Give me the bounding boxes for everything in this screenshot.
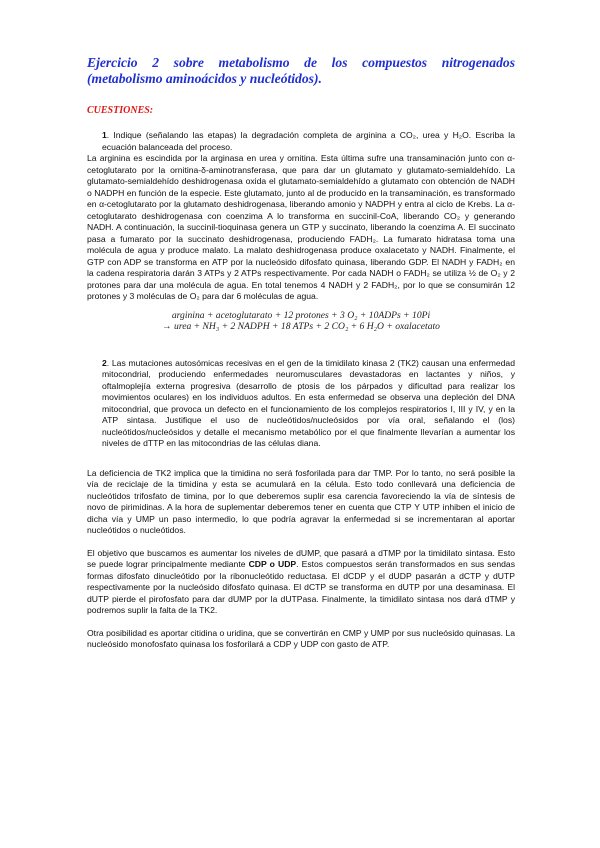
section-label: CUESTIONES: — [87, 105, 154, 116]
balanced-equation — [87, 310, 515, 332]
title-line-2: (metabolismo aminoácidos y nucleótidos). — [87, 71, 322, 86]
question-1 — [87, 130, 515, 153]
document-title — [87, 55, 515, 87]
question-2-number: 2 — [102, 357, 107, 368]
answer-2-paragraph-1: La deficiencia de TK2 implica que la timidina no será fosforilada para dar TMP. Por lo tanto, no será posible la vía de reciclaje de la timidina y esta se acumulará en la célula. Esto todo conllevará una deficiencia de nucleótidos trifosfato de timina, por lo que deberemos suplir esa carencia favoreciendo la vía de síntesis de novo de pirimidinas. A la hora de suplementar deberemos tener en cuenta que CTP Y UTP inhiben el inicio de dicha vía y UMP un paso intermedio, lo que podría agravar la enfermedad si se incrementaran al aportar nucleótidos o nucleótidos. — [87, 467, 515, 535]
question-2 — [87, 358, 515, 450]
document-page — [87, 55, 515, 651]
equation-line-1: arginina + acetoglutarato + 12 protones + 3 O₂ + 10ADPs + 10Pi — [171, 309, 431, 321]
answer-2-paragraph-2-end: . Estos compuestos serán transformados en sus sendas formas difosfato dinucleótido por la ribonucleótido reductasa. El dCDP y el dUDP pasarán a dCTP y dUTP respectivamente por la nucleósido difosfato quinasa. El dCTP se transforma en dUTP por una desaminasa. El dUTP pierde el pirofosfato para dar dUMP por la dUTPasa. Finalmente, la timidilato sintasa nos dará dTMP y podremos suplir la falta de la TK2. — [87, 559, 515, 615]
equation-line-2: → urea + NH₃ + 2 NADPH + 18 ATPs + 2 CO₂ + 6 H₂O + oxalacetato — [162, 320, 440, 332]
title-line-1: Ejercicio 2 sobre metabolismo de los compuestos nitrogenados — [87, 55, 515, 70]
answer-2-bold-compounds: CDP o UDP — [248, 559, 297, 569]
answer-2-paragraph-3: Otra posibilidad es aportar citidina o uridina, que se convertirán en CMP y UMP por sus nucleósido quinasas. La nucleósido monofosfato quinasa los fosforilará a CDP y UDP con gasto de ATP. — [87, 627, 515, 649]
question-2-text: . Las mutaciones autosómicas recesivas en el gen de la timidilato kinasa 2 (TK2) causan una enfermedad mitocondrial, produciendo enfermedades neuromusculares devastadoras en lactantes y niños, y oftalmoplejía externa progresiva (desarrollo de ptosis de los párpados y dificultad para realizar los movimientos oculares) en los individuos adultos. En esta enfermedad se observa una depleción del DNA mitocondrial, que provoca un defecto en el funcionamiento de los complejos respiratorios I, III y IV, y en la ATP sintasa. Justifique el uso de nucleótidos/nucleósidos por vía oral, señalando el (los) nucleótidos/nucleósidos y detalle el mecanismo metabólico por el que finalmente llevarían a aumentar los niveles de dTTP en las mitocondrias de las células diana. — [102, 357, 515, 448]
question-1-text: . Indique (señalando las etapas) la degradación completa de arginina a CO₂, urea y H₂O. Escriba la ecuación balanceada del proceso. — [102, 130, 515, 152]
question-1-number: 1 — [102, 130, 107, 140]
answer-1: La arginina es escindida por la arginasa en urea y ornitina. Esta última sufre una transaminación junto con α-cetoglutarato por la ornitina-δ-aminotransferasa, que para dar un glutamato y glutamato-semialdehído. La glutamato-semialdehído deshidrogenasa oxida el glutamato-semialdehído a glutamato con obtención de NADH o NADPH en función de la especie. Este glutamato, junto al de producido en la transaminación, es transformado en α-cetoglutarato por la glutamato deshidrogenasa, liberando amonio y NADPH y entra al ciclo de Krebs. La α-cetoglutarato deshidrogenasa con coenzima A lo transforma en succinil-CoA, liberando CO₂ y generando NADH. A continuación, la succinil-tioquinasa genera un GTP y succinato, liberando la coenzima A. El succinato pasa a fumarato por la succinato deshidrogenasa, produciendo FADH₂. La fumarato hidratasa toma una molécula de agua y produce malato. La malato deshidrogenasa produce oxalacetato y NADH. Finalmente, el GTP con ADP se transforma en ATP por la nucleósido difosfato quinasa, liberando GDP. El NADH y FADH₂ en la cadena respiratoria darán 3 ATPs y 2 ATPs respectivamente. Por cada NADH o FADH₂ se utiliza ½ de O₂ y 2 protones para dar una molécula de agua. En total tenemos 4 NADH y 2 FADH₂, por lo que se consumirán 12 protones y 3 moléculas de O₂ para dar 6 moléculas de agua. — [87, 153, 515, 301]
answer-2-paragraph-2 — [87, 548, 515, 617]
answer-2-paragraph-2-start: El objetivo que buscamos es aumentar los niveles de dUMP, que pasará a dTMP por la timidilato sintasa. Esto se puede lograr principalmente mediante — [87, 547, 515, 569]
